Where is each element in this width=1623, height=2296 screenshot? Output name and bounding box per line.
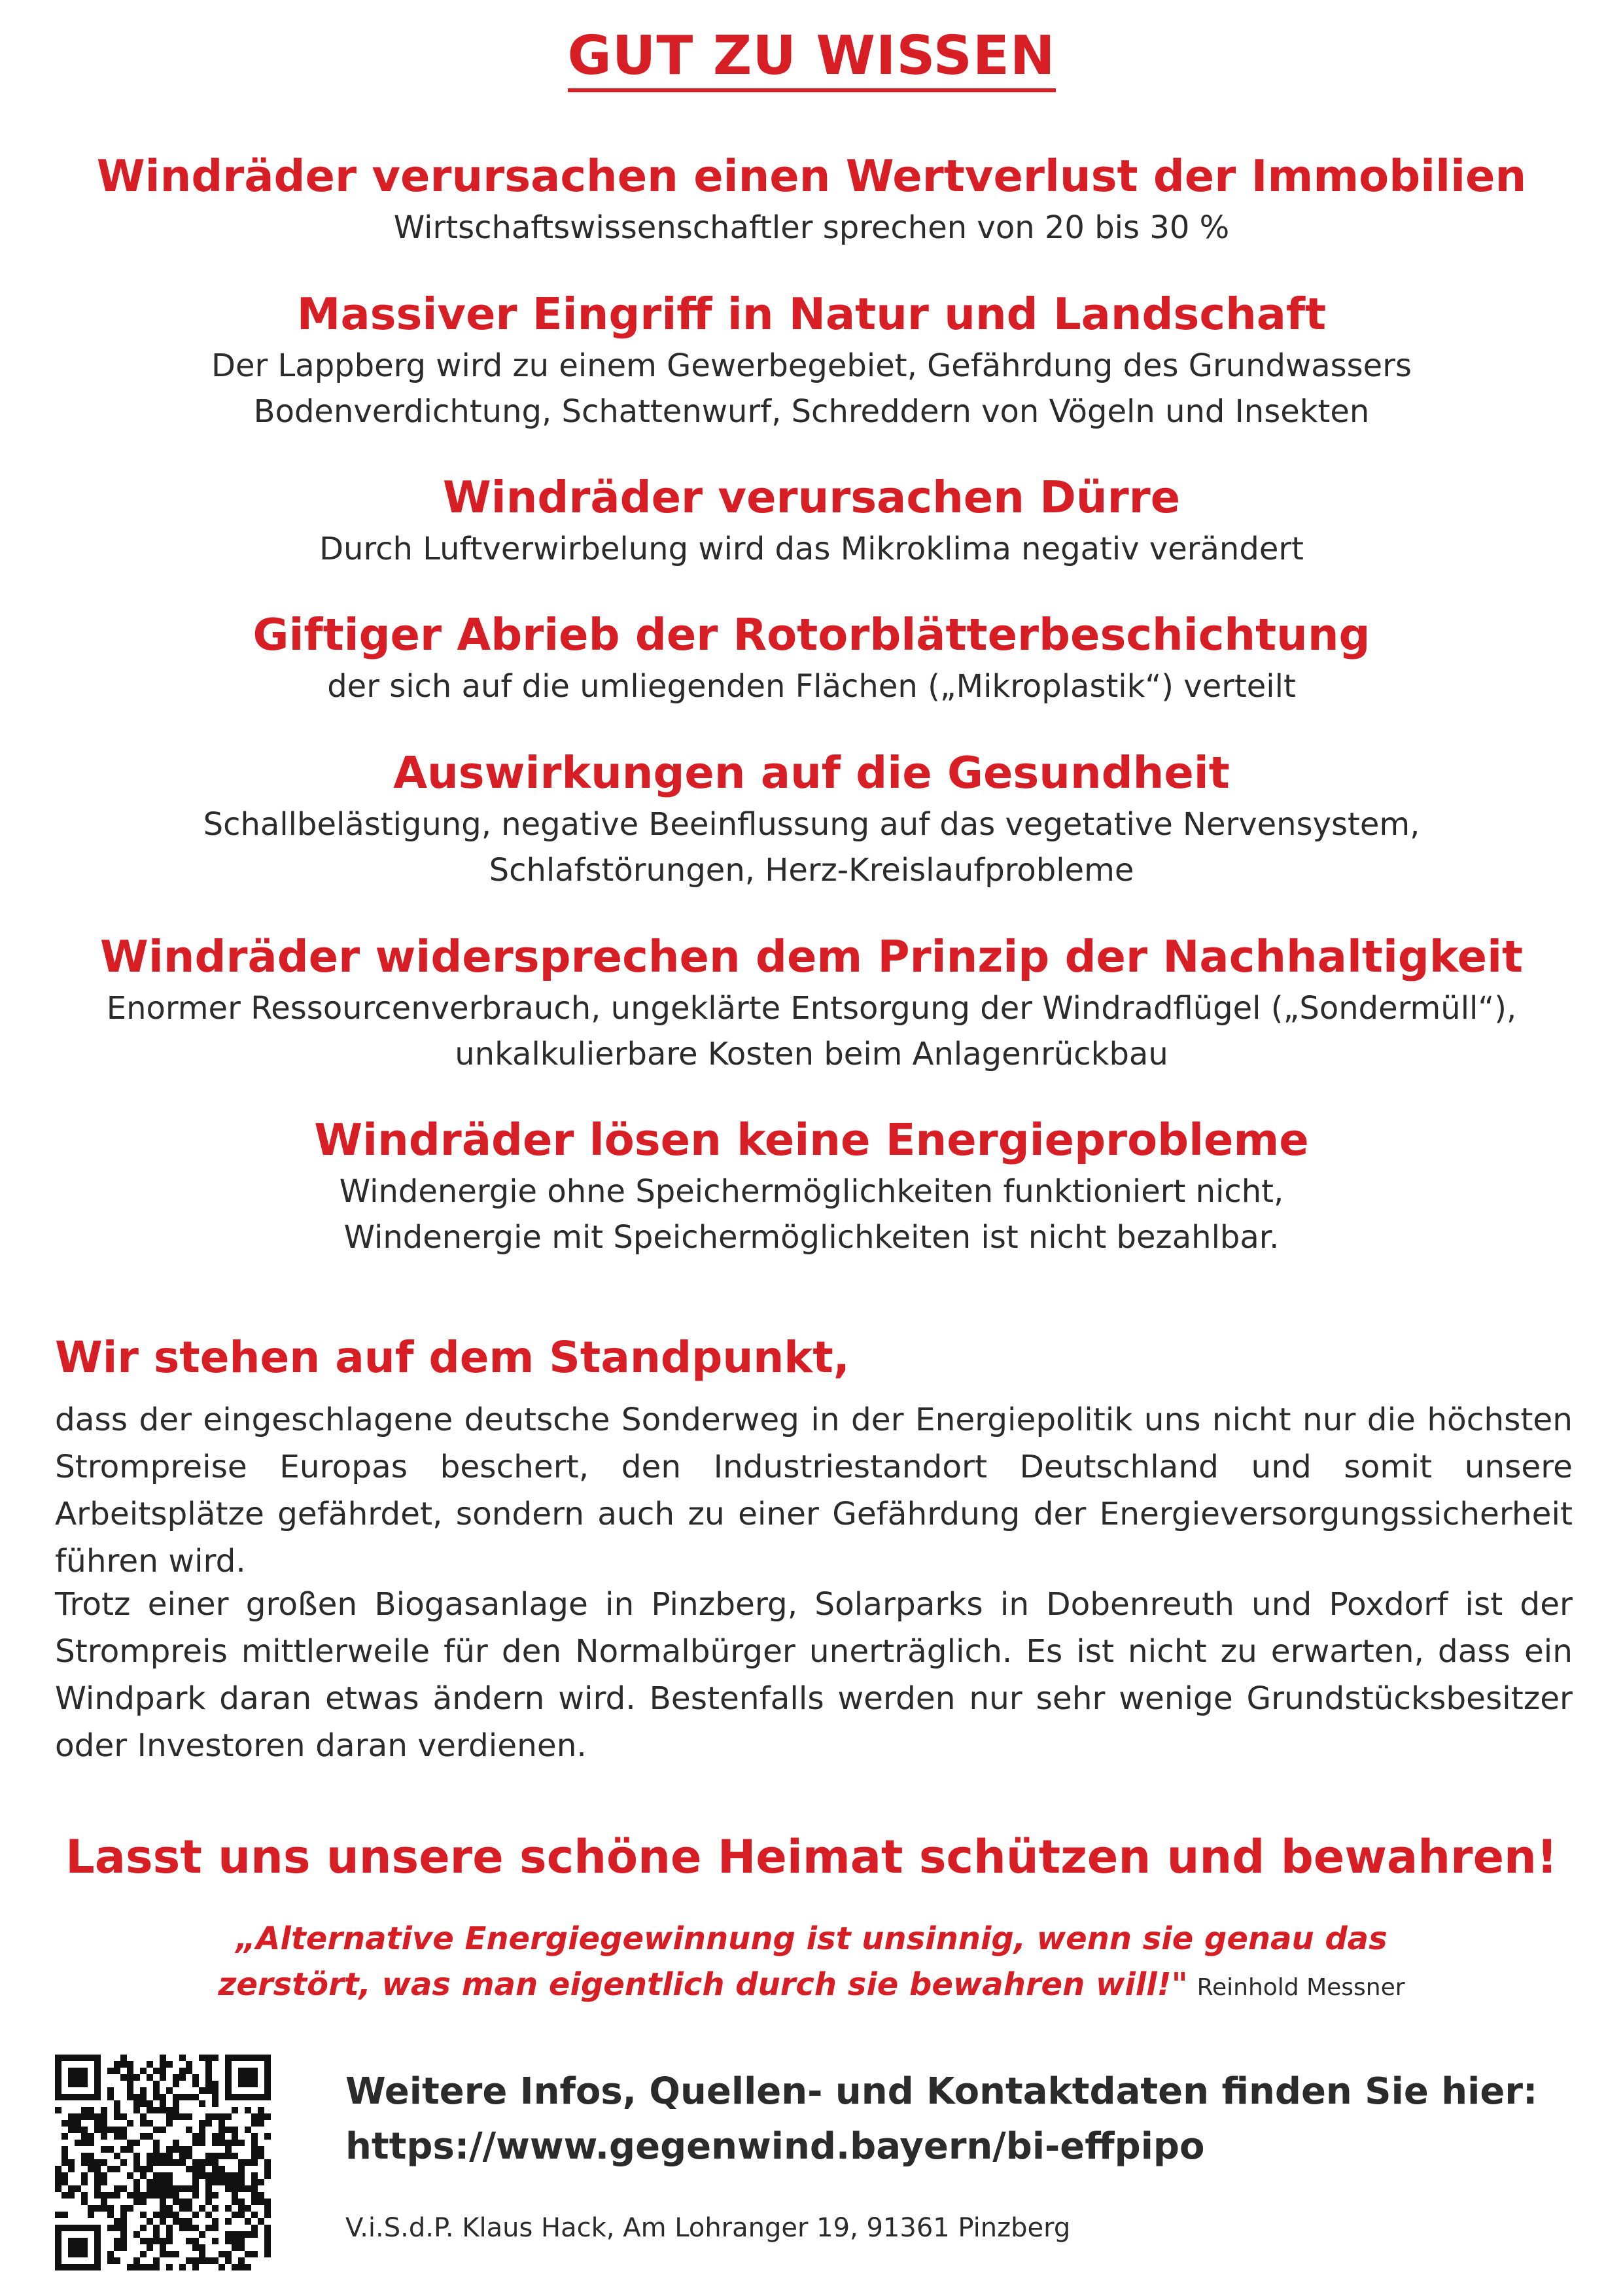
fact-block: [0, 147, 1623, 251]
quote-block: [0, 1916, 1623, 2011]
standpoint-heading: Wir stehen auf dem Standpunkt,: [55, 1332, 850, 1383]
fact-heading: Windräder lösen keine Energieprobleme: [314, 1114, 1309, 1165]
quote-author: Reinhold Messner: [1196, 1974, 1405, 2001]
fact-block: [0, 744, 1623, 893]
fact-text: der sich auf die umliegenden Flächen („Mikroplastik“) verteilt: [327, 668, 1296, 705]
info-block: [345, 2064, 1537, 2174]
slogan: Lasst uns unsere schöne Heimat schützen und bewahren!: [65, 1830, 1558, 1884]
fact-heading: Windräder verursachen einen Wertverlust der Immobilien: [96, 150, 1527, 202]
fact-text: Schlafstörungen, Herz-Kreislaufprobleme: [489, 852, 1134, 889]
fact-text: Enormer Ressourcenverbrauch, ungeklärte Entsorgung der Windradflügel („Sondermüll“),: [106, 990, 1517, 1027]
fact-block: [0, 1111, 1623, 1260]
fact-text: Windenergie ohne Speichermöglichkeiten funktioniert nicht,: [339, 1173, 1284, 1210]
fact-text: Windenergie mit Speichermöglichkeiten ist nicht bezahlbar.: [343, 1219, 1280, 1256]
fact-heading: Windräder verursachen Dürre: [442, 472, 1181, 523]
fact-text: Der Lappberg wird zu einem Gewerbegebiet, Gefährdung des Grundwassers: [211, 347, 1412, 384]
standpoint-paragraph: Trotz einer großen Biogasanlage in Pinzberg, Solarparks in Dobenreuth und Poxdorf ist der Strompreis mittlerweile für den Normalbürger unerträglich. Es ist nicht zu erwarten, dass ein Windpark daran etwas ändern wird. Bestenfalls werden nur sehr wenige Grundstücksbesitzer oder Investoren daran verdienen.: [55, 1586, 1573, 1764]
info-text: Weitere Infos, Quellen- und Kontaktdaten finden Sie hier:: [345, 2070, 1538, 2113]
fact-heading: Massiver Eingriff in Natur und Landschaft: [296, 289, 1327, 340]
fact-text: Wirtschaftswissenschaftler sprechen von 20 bis 30 %: [393, 209, 1230, 246]
standpoint-paragraph: dass der eingeschlagene deutsche Sonderweg in der Energiepolitik uns nicht nur die höchsten Strompreise Europas beschert, den Industriestandort Deutschland und somit unsere Arbeitsplätze gefährdet, sondern auch zu einer Gefährdung der Energieversorgungssicherheit führen wird.: [55, 1402, 1573, 1580]
fact-text: Bodenverdichtung, Schattenwurf, Schreddern von Vögeln und Insekten: [253, 393, 1370, 430]
fact-text: Durch Luftverwirbelung wird das Mikroklima negativ verändert: [319, 531, 1304, 567]
quote-text: [0, 1962, 1623, 2011]
fact-block: [0, 285, 1623, 434]
imprint: V.i.S.d.P. Klaus Hack, Am Lohranger 19, 91361 Pinzberg: [345, 2213, 1071, 2243]
fact-block: [0, 928, 1623, 1077]
page-title-text: GUT ZU WISSEN: [568, 25, 1056, 92]
quote-text-end: zerstört, was man eigentlich durch sie bewahren will!": [218, 1966, 1188, 2003]
fact-heading: Auswirkungen auf die Gesundheit: [393, 747, 1230, 798]
website-link[interactable]: https://www.gegenwind.bayern/bi-effpipo: [345, 2125, 1205, 2168]
fact-heading: Windräder widersprechen dem Prinzip der Nachhaltigkeit: [99, 931, 1524, 982]
page-title: [0, 25, 1623, 87]
fact-heading: Giftiger Abrieb der Rotorblätterbeschichtung: [253, 609, 1370, 660]
fact-block: [0, 468, 1623, 572]
fact-text: Schallbelästigung, negative Beeinflussung auf das vegetative Nervensystem,: [203, 806, 1420, 843]
quote-text: „Alternative Energiegewinnung ist unsinnig, wenn sie genau das: [236, 1920, 1387, 1957]
qr-code-icon[interactable]: [55, 2055, 271, 2270]
fact-text: unkalkulierbare Kosten beim Anlagenrückbau: [455, 1036, 1168, 1072]
fact-block: [0, 606, 1623, 709]
